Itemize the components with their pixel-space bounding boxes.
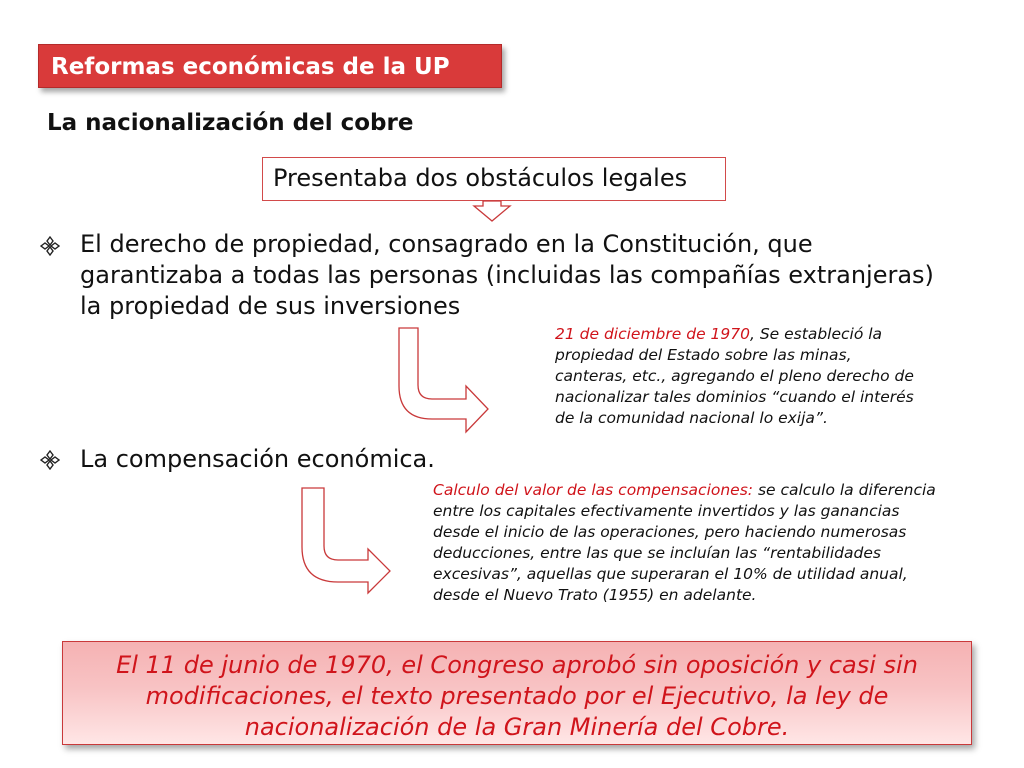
- note-compensation-line3: desde el inicio de las operaciones, pero haciendo numerosas: [433, 523, 907, 541]
- obstacles-text: Presentaba dos obstáculos legales: [273, 164, 688, 192]
- bullet-1-text: [80, 229, 1010, 322]
- note-compensation-heading: Calculo del valor de las compensaciones:: [433, 481, 754, 499]
- conclusion-line2: modificaciones, el texto presentado por el Ejecutivo, la ley de: [145, 682, 889, 710]
- note-compensation-line1: se calculo la diferencia: [753, 481, 936, 499]
- slide-subtitle: La nacionalización del cobre: [47, 110, 414, 136]
- note-decree-line5: de la comunidad nacional lo exija”.: [555, 409, 828, 427]
- note-decree-line1: , Se estableció la: [749, 325, 883, 343]
- note-decree-date: 21 de diciembre de 1970: [555, 325, 750, 343]
- four-diamond-bullet-icon: [40, 236, 60, 256]
- conclusion-text: [63, 650, 971, 743]
- bent-arrow-icon-1: [399, 328, 488, 432]
- bullet-1-line1: El derecho de propiedad, consagrado en la Constitución, que: [80, 230, 813, 258]
- note-compensation-line6: desde el Nuevo Trato (1955) en adelante.: [433, 586, 757, 604]
- bent-arrow-icon-2: [302, 488, 390, 593]
- bullet-1-line2: garantizaba a todas las personas (incluidas las compañías extranjeras): [80, 261, 934, 289]
- four-diamond-bullet-icon: [40, 450, 60, 470]
- slide-title: Reformas económicas de la UP: [51, 54, 450, 80]
- note-compensation-line5: excesivas”, aquellas que superaran el 10% de utilidad anual,: [433, 565, 908, 583]
- bullet-1-line3: la propiedad de sus inversiones: [80, 292, 461, 320]
- note-compensation-line4: deducciones, entre las que se incluían las “rentabilidades: [433, 544, 881, 562]
- bullet-2-line1: La compensación económica.: [80, 445, 435, 473]
- bullet-2-text: [80, 444, 680, 475]
- note-compensation-line2: entre los capitales efectivamente invertidos y las ganancias: [433, 502, 900, 520]
- note-decree-line4: nacionalizar tales dominios “cuando el interés: [555, 388, 914, 406]
- conclusion-line3: nacionalización de la Gran Minería del Cobre.: [244, 713, 790, 741]
- down-arrow-icon: [474, 201, 510, 221]
- conclusion-line1: El 11 de junio de 1970, el Congreso aprobó sin oposición y casi sin: [116, 651, 918, 679]
- note-decree-line2: propiedad del Estado sobre las minas,: [555, 346, 852, 364]
- note-compensation: [433, 480, 1013, 606]
- note-decree: [555, 324, 995, 429]
- conclusion-box: [62, 641, 972, 745]
- note-decree-line3: canteras, etc., agregando el pleno derecho de: [555, 367, 914, 385]
